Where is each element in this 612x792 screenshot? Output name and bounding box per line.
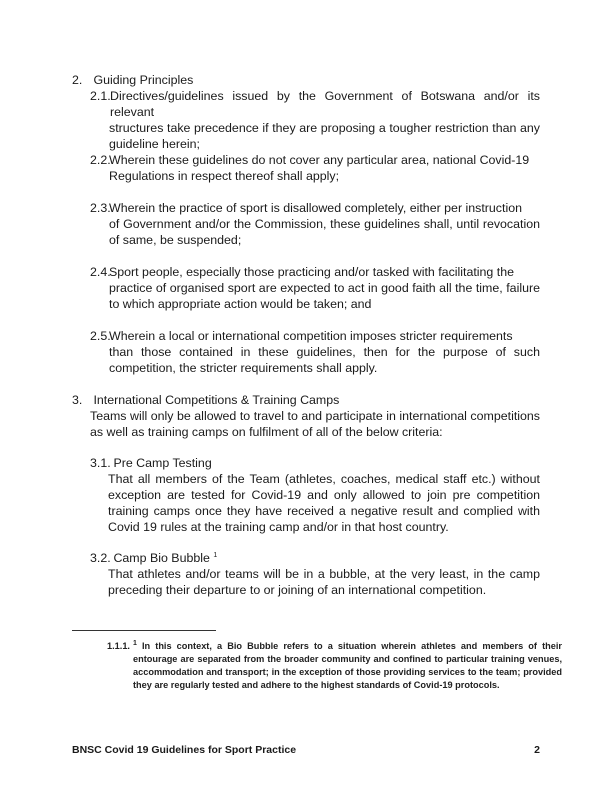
item-text [109,88,540,152]
subsection-heading: Pre Camp Testing [113,456,212,470]
section-3-heading [72,392,339,408]
item-continuation: Regulations in respect thereof shall apply; [109,169,340,183]
section-title: International Competitions & Training Camps [93,393,340,407]
footnote-text [133,640,562,692]
subsection [90,455,540,535]
item-first-line: Wherein these guidelines do not cover any particular area, national Covid-19 [109,153,530,167]
footnote-separator [72,630,216,631]
item-number: 2.5. [90,329,111,343]
item-continuation: practice of organised sport are expected to act in good faith all the time, failure to which appropriate action would be taken; and [109,281,540,311]
subsection-number: 3.2. [90,551,111,565]
footnote-body: In this context, a Bio Bubble refers to a situation wherein athletes and members of their entourage are separated from the broader community and confined to particular training venues, accommodation and transport; in the exception of those providing services to the team; provided they are regularly tested and adhere to the highest standards of Covid-19 protocols. [133,641,562,690]
item-text [109,200,540,248]
list-item [90,152,540,184]
list-item [90,88,540,152]
section-number: 3. [72,393,83,407]
subsection [90,550,540,598]
item-number: 2.1. [90,89,111,103]
item-number: 2.3. [90,201,111,215]
list-item [90,328,540,376]
list-item [90,264,540,312]
section-intro: Teams will only be allowed to travel to and participate in international competitions as well as training camps on fulfilment of all of the below criteria: [90,409,540,439]
list-item [90,200,540,248]
footnote-marker: 1 [133,639,137,647]
page-number: 2 [534,744,540,756]
item-number: 2.4. [90,265,111,279]
item-first-line: Sport people, especially those practicing and/or tasked with facilitating the [109,265,514,279]
item-number: 2.2. [90,153,111,167]
item-first-line: Wherein the practice of sport is disallowed completely, either per instruction [109,201,522,215]
footnote-number: 1.1.1. [107,641,130,651]
page-footer [72,742,540,758]
footer-title: BNSC Covid 19 Guidelines for Sport Practice [72,744,297,756]
item-first-line: Directives/guidelines issued by the Government of Botswana and/or its relevant [110,89,540,119]
section-2-heading [72,72,193,88]
item-first-line: Wherein a local or international competition imposes stricter requirements [109,329,513,343]
footnote [107,640,562,692]
footnote-reference[interactable]: 1 [213,551,218,559]
item-text [109,264,540,312]
subsection-title [90,550,540,566]
item-continuation: of Government and/or the Commission, these guidelines shall, until revocation of same, be suspended; [109,217,540,247]
subsection-heading: Camp Bio Bubble [113,551,210,565]
subsection-title [90,455,540,471]
subsection-text: That athletes and/or teams will be in a bubble, at the very least, in the camp preceding their departure to or joining of an international competition. [108,567,540,597]
subsection-number: 3.1. [90,456,111,470]
item-text [109,328,540,376]
item-text [109,152,540,184]
subsection-text: That all members of the Team (athletes, coaches, medical staff etc.) without exception are tested for Covid-19 and only allowed to join pre competition training camps once they have received a negative result and complied with Covid 19 rules at the training camp and/or in that host country. [108,472,540,534]
item-continuation: than those contained in these guidelines, then for the purpose of such competition, the stricter requirements shall apply. [109,345,540,375]
section-number: 2. [72,73,83,87]
item-continuation: structures take precedence if they are proposing a tougher restriction than any guideline herein; [109,121,540,151]
section-title: Guiding Principles [93,73,194,87]
